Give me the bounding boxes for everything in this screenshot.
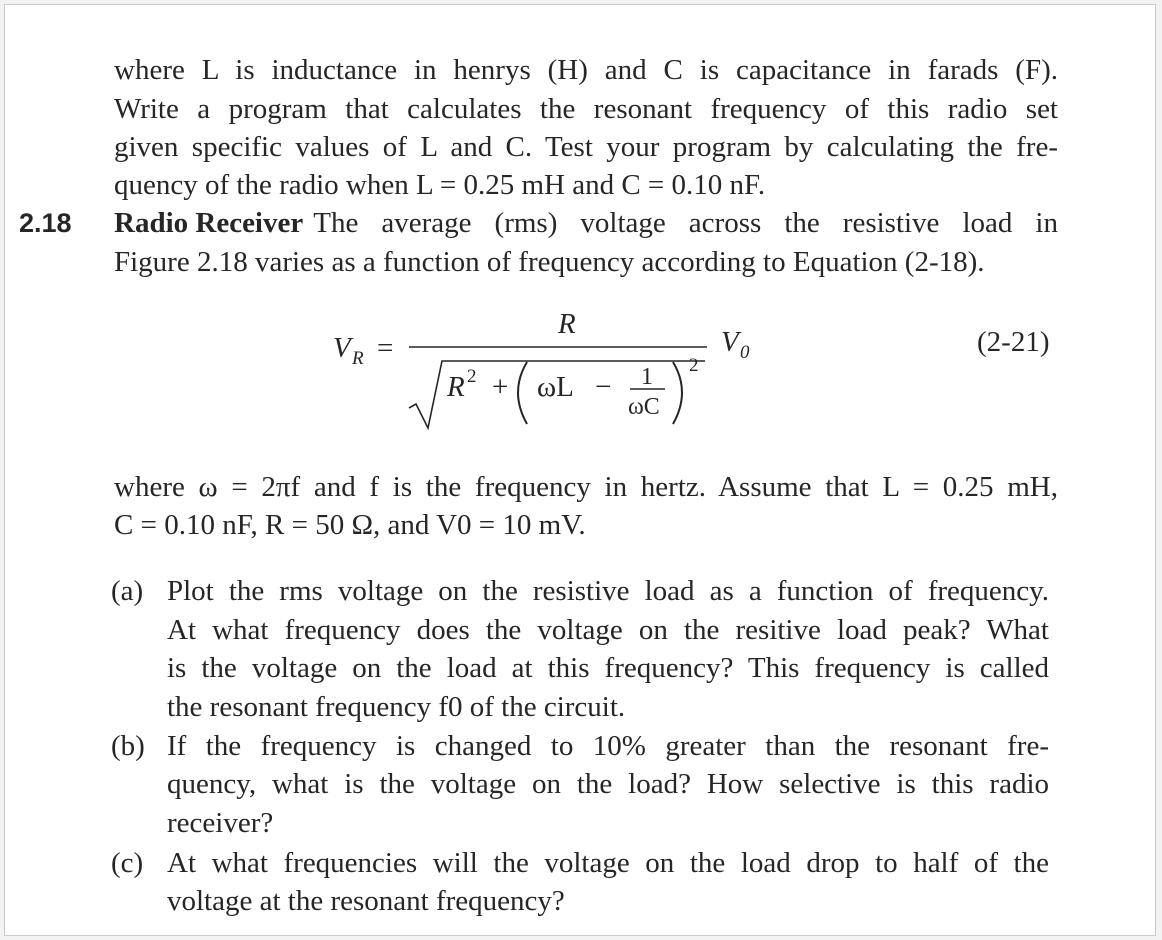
eq-minus: − [595, 371, 612, 403]
eq-numerator: R [558, 308, 576, 340]
eq-rad-exp: 2 [467, 366, 477, 387]
eq-inner-den: ωC [628, 394, 660, 420]
part-c-line-2: voltage at the resonant frequency? [167, 885, 565, 917]
assumption-line-1: where ω = 2πf and f is the frequency in hertz. Assume that L = 0.25 mH, [114, 471, 1058, 503]
eq-plus: + [492, 371, 509, 403]
intro-line-4: quency of the radio when L = 0.25 mH and C = 0.10 nF. [114, 169, 766, 201]
part-a-line-2: At what frequency does the voltage on the resitive load peak? What [167, 614, 1049, 646]
eq-lhs: V [333, 332, 351, 364]
eq-v0: V [721, 326, 739, 358]
eq-inner-num: 1 [641, 364, 653, 390]
eq-lhs-sub: R [352, 348, 364, 369]
part-b-line-1: If the frequency is changed to 10% greater than the resonant fre- [167, 730, 1049, 762]
part-b-line-3: receiver? [167, 807, 274, 839]
eq-v0-sub: 0 [740, 342, 750, 363]
eq-left-paren [518, 362, 527, 424]
eq-omega-l: ωL [537, 371, 574, 403]
intro-line-1: where L is inductance in henrys (H) and C is capacitance in farads (F). [114, 54, 1058, 86]
problem-heading-line [114, 204, 1058, 242]
problem-line-2: Figure 2.18 varies as a function of frequency according to Equation (2-18). [114, 246, 985, 278]
eq-equals: = [377, 332, 394, 364]
eq-rad-term: R [447, 371, 465, 403]
part-b-line-2: quency, what is the voltage on the load? How selective is this radio [167, 768, 1049, 800]
part-a-line-1: Plot the rms voltage on the resistive load as a function of frequency. [167, 575, 1049, 607]
problem-title: Radio Receiver [114, 207, 304, 239]
eq-outer-exp: 2 [689, 355, 699, 376]
eq-right-paren [673, 362, 682, 424]
part-a-label: (a) [111, 575, 144, 607]
part-a-line-3: is the voltage on the load at this frequency? This frequency is called [167, 652, 1049, 684]
assumption-line-2: C = 0.10 nF, R = 50 Ω, and V0 = 10 mV. [114, 509, 586, 541]
part-b-label: (b) [111, 730, 145, 762]
part-a-line-4: the resonant frequency f0 of the circuit. [167, 691, 626, 723]
problem-line-1: The average (rms) voltage across the resistive load in [313, 207, 1058, 239]
part-c-line-1: At what frequencies will the voltage on the load drop to half of the [167, 847, 1049, 879]
problem-number: 2.18 [19, 208, 72, 238]
part-c-label: (c) [111, 847, 144, 879]
intro-line-3: given specific values of L and C. Test your program by calculating the fre- [114, 131, 1058, 163]
voltage-equation [325, 300, 785, 440]
equation-number: (2-21) [977, 326, 1050, 358]
intro-line-2: Write a program that calculates the resonant frequency of this radio set [114, 93, 1058, 125]
document-page [4, 4, 1156, 936]
